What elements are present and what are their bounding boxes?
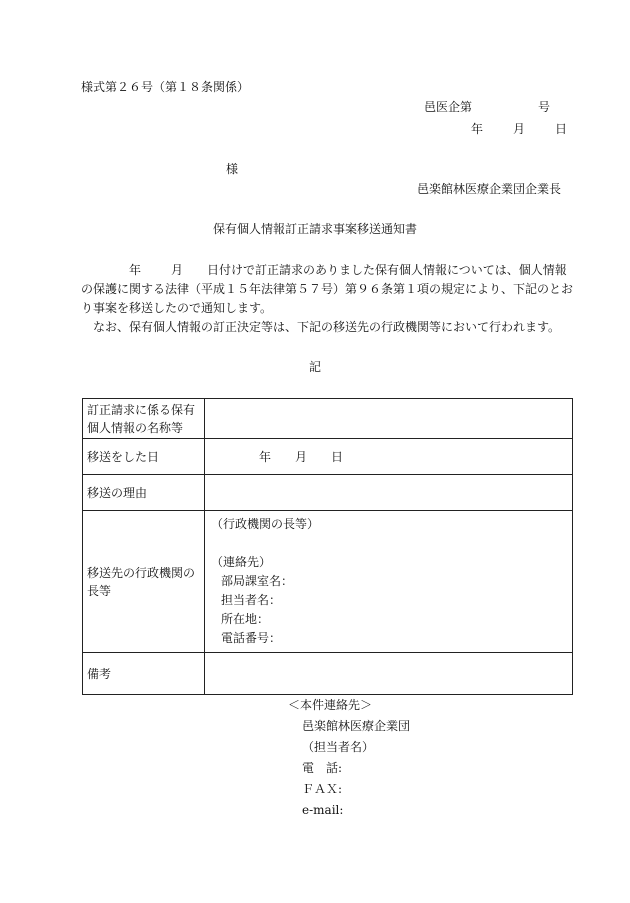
destination-label-line-2: 長等 (87, 583, 112, 598)
body-paragraph-2 (81, 318, 573, 337)
transfer-date-year: 年 (259, 449, 272, 464)
issue-date (471, 121, 567, 137)
document-number (424, 99, 550, 115)
contact-phone: 電 話: (302, 761, 343, 775)
info-name-label-line-2: 個人情報の名称等 (87, 420, 184, 435)
remarks-field[interactable] (205, 653, 573, 695)
info-name-label (83, 399, 205, 439)
document-number-prefix: 邑医企第 (424, 100, 473, 114)
body-text (81, 261, 573, 337)
issuer: 邑楽館林医療企業団企業長 (417, 182, 562, 196)
destination-person: 担当者名： (221, 593, 282, 607)
transfer-date-day: 日 (331, 449, 344, 464)
contact-person: （担当者名） (302, 740, 375, 754)
info-name-label-line-1: 訂正請求に係る保有 (87, 402, 196, 417)
destination-contact: （連絡先） (211, 555, 272, 569)
body-paragraph-1 (81, 261, 573, 318)
transfer-reason-label: 移送の理由 (83, 475, 205, 511)
table-row (83, 511, 573, 653)
contact-email: e-mail: (302, 803, 344, 817)
destination-label-line-1: 移送先の行政機関の (87, 565, 196, 580)
contact-fax: ＦＡＸ: (302, 782, 343, 796)
body-paragraph-1-text: 日付けで訂正請求のありました保有個人情報については、個人情報の保護に関する法律（平成１５年法律第５７号）第９６条第１項の規定により、下記のとおり事案を移送したので通知します。 (81, 263, 574, 315)
body-paragraph-2-text: なお、保有個人情報の訂正決定等は、下記の移送先の行政機関等において行われます。 (93, 320, 561, 334)
destination-field[interactable] (205, 511, 573, 653)
body-month: 月 (171, 263, 184, 277)
transfer-date-label: 移送をした日 (83, 439, 205, 475)
issue-date-month: 月 (513, 122, 526, 136)
info-name-field[interactable] (205, 399, 573, 439)
issue-date-day: 日 (555, 122, 568, 136)
table-row (83, 399, 573, 439)
body-year: 年 (129, 263, 142, 277)
remarks-label: 備考 (83, 653, 205, 695)
transfer-details-table (82, 398, 573, 695)
contact-heading: ＜本件連絡先＞ (288, 698, 373, 712)
table-row (83, 475, 573, 511)
destination-dept: 部局課室名： (221, 574, 294, 588)
document-title: 保有個人情報訂正請求事案移送通知書 (212, 222, 417, 236)
contact-block (288, 695, 410, 821)
destination-phone: 電話番号： (221, 631, 282, 645)
destination-head: （行政機関の長等） (211, 517, 320, 531)
destination-address: 所在地： (221, 612, 270, 626)
ki-heading: 記 (308, 360, 321, 374)
transfer-reason-field[interactable] (205, 475, 573, 511)
transfer-date-field[interactable] (205, 439, 573, 475)
addressee: 様 (226, 162, 239, 176)
transfer-date-month: 月 (295, 449, 308, 464)
table-row (83, 439, 573, 475)
document-number-suffix: 号 (538, 100, 551, 114)
table-row (83, 653, 573, 695)
destination-label (83, 511, 205, 653)
issue-date-year: 年 (471, 122, 484, 136)
form-number: 様式第２６号（第１８条関係） (81, 80, 250, 94)
contact-org: 邑楽館林医療企業団 (302, 719, 411, 733)
